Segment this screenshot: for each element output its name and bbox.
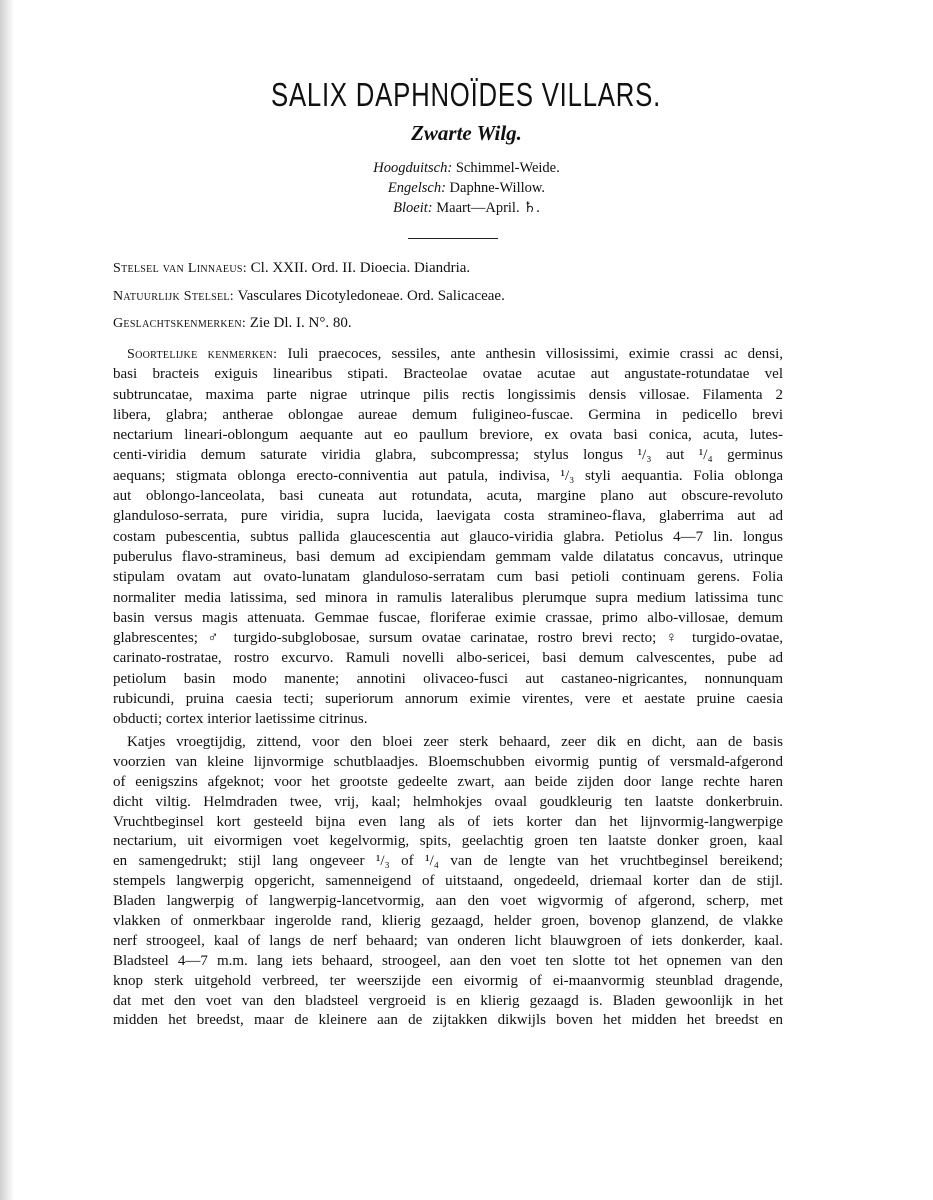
text-line: aequans; stigmata oblonga erecto-conniventia aut patula, indivisa, ¹/₃ styli aequantia. Folia oblonga: [113, 467, 783, 484]
text-line: Bladen langwerpig of langwerpig-lancetvormig, aan den voet wigvormig of afgerond, scherp, met: [113, 893, 783, 910]
text-line: midden het breedst, maar de kleinere aan de zijtakken dikwijls boven het midden het breedst en: [113, 1012, 783, 1029]
text-line: stipulam ovatam aut ovato-lunatam glanduloso-serratam cum basi petioli continuam gerens. Folia: [113, 569, 783, 586]
system-value: Vasculares Dicotyledoneae. Ord. Salicaceae.: [237, 288, 505, 304]
text-line: basin versus magis attenuata. Gemmae fuscae, floriferae eximie crassae, primo albo-villosae, demum: [113, 609, 783, 626]
name-english: [0, 178, 933, 198]
text-line: petiolum basin modo manente; annotini olivaceo-fusci aut castaneo-nigricantes, nonnunquam: [113, 670, 783, 687]
vernacular-names: [0, 158, 933, 218]
text-line: normaliter media latissima, sed minora in ramulis lateralibus plerumque supra medium latissima tunc: [113, 589, 783, 606]
text-line: libera, glabra; antherae oblongae aureae demum fuligineo-fuscae. Germina in pedicello brevi: [113, 406, 783, 423]
name-value: Maart—April. ♄.: [436, 200, 540, 216]
system-linnaeus: [113, 259, 470, 278]
text-line: nectarium, uit eivormigen voet kegelvormig, spits, geelachtig groen ten laatste donker groen, kaal: [113, 833, 783, 850]
text-line: dicht viltig. Helmdraden twee, vrij, kaal; helmhokjes ovaal goudkleurig ten laatste donkerbruin.: [113, 793, 783, 810]
title-text: SALIX DAPHNOÏDES VILLARS.: [271, 76, 662, 113]
text-line: nectarium lineari-oblongum aequante aut eo paullum breviore, ex ovata basi conica, acuta, lutes-: [113, 427, 783, 444]
system-label: Natuurlijk Stelsel:: [113, 289, 234, 304]
name-value: Daphne-Willow.: [449, 180, 546, 196]
text-line: knop sterk uitgehold verbreed, ter weerszijde een eivormig of ei-maanvormig steunblad dragende,: [113, 972, 783, 989]
name-value: Schimmel-Weide.: [455, 160, 560, 176]
text-line: vlakken of onmerkbaar ingerolde rand, klierig gezaagd, helder groen, bovenop glanzend, de vlakke: [113, 913, 783, 930]
text-line: en samengedrukt; stijl lang ongeveer ¹/₃ of ¹/₄ van de lengte van het vruchtbeginsel bereikend;: [113, 853, 783, 870]
text-line: voorzien van kleine lijnvormige schutblaadjes. Bloemschubben eivormig puntig of versmald-afgerond: [113, 753, 783, 770]
text-line: glanduloso-serrata, pure viridia, supra lucida, laevigata costa stramineo-flava, glaberrima aut ad: [113, 508, 783, 525]
system-value: Cl. XXII. Ord. II. Dioecia. Diandria.: [250, 260, 471, 276]
name-label: Bloeit:: [393, 200, 433, 216]
text-line: centi-viridia demum saturate viridia glabra, subcompressa; stylus longus ¹/₃ aut ¹/₄ germinus: [113, 447, 783, 464]
name-german: [0, 158, 933, 178]
text-line: dat met den voet van den bladsteel vergroeid is en klierig gezaagd is. Bladen gewoonlijk in het: [113, 992, 783, 1009]
text-line: aut oblongo-lanceolata, basi cuneata aut rotundata, acuta, margine plano aut obscure-revoluto: [113, 488, 783, 505]
text-line: subtruncatae, maxima parte nigrae utrinque pilis rectis longissimis densis villosae. Filamenta 2: [113, 386, 783, 403]
text-line: obducti; cortex interior laetissime citrinus.: [113, 711, 368, 728]
section-label: Soortelijke kenmerken:: [127, 347, 278, 362]
text-line: Bladsteel 4—7 m.m. lang iets behaard, stroogeel, aan den voet ten slotte tot het opnemen van den: [113, 952, 783, 969]
text-line: costam pubescentia, subtus pallida glaucescentia aut glauco-viridia glabra. Petiolus 4—7 lin. longus: [113, 528, 783, 545]
text-line: rubicundi, pruina caesia tecti; superiorum annorum eximie virentes, vere et aestate pruine caesia: [113, 691, 783, 708]
text-line: Vruchtbeginsel kort gesteeld bijna even lang als of iets korter dan het lijnvormig-langwerpige: [113, 813, 783, 830]
name-label: Engelsch:: [387, 180, 446, 196]
line-text: Iuli praecoces, sessiles, ante anthesin villosissimi, eximie crassi ac densi,: [287, 346, 784, 362]
genus-characters: [113, 314, 352, 333]
text-line: of eenigszins afgeknot; voor het grootste gedeelte zwart, aan beide zijden door lange rechte haren: [113, 773, 783, 790]
text-line: basi bracteis exiguis linearibus stipati. Bracteolae ovatae acutae aut angustate-rotundatae vel: [113, 366, 783, 383]
text-line: glabrescentes; ♂ turgido-subglobosae, sursum ovatae carinatae, rostro brevi recto; ♀ turgido-ovatae,: [113, 630, 783, 647]
text-line: carinato-rostratae, rostro excurvo. Ramuli novelli albo-sericei, basi demum calvescentes, pube ad: [113, 650, 783, 667]
system-natural: [113, 287, 505, 306]
system-value: Zie Dl. I. N°. 80.: [249, 315, 352, 331]
system-label: Geslachtskenmerken:: [113, 316, 247, 331]
latin-description: [113, 344, 783, 730]
page-title: [0, 76, 933, 114]
text-line: Katjes vroegtijdig, zittend, voor den bloei zeer sterk behaard, zeer dik en dicht, aan de basis: [127, 734, 783, 750]
flowering: [0, 198, 933, 218]
text-line: [113, 344, 783, 364]
text-line: puberulus flavo-stramineus, basi demum ad excipiendam gemmam valde dilatatus concavus, utrinque: [113, 548, 783, 565]
name-label: Hoogduitsch:: [373, 160, 453, 176]
text-line: stempels langwerpig opgericht, samenneigend of uitstaand, ongedeeld, driemaal korter dan de stijl.: [113, 873, 783, 890]
text-line: nerf stroogeel, kaal of langs de nerf behaard; van onderen licht blauwgroen of iets donkerder, kaal.: [113, 932, 783, 949]
common-name: Zwarte Wilg.: [411, 121, 522, 145]
dutch-description: [113, 733, 783, 1031]
divider: [408, 238, 498, 239]
system-label: Stelsel van Linnaeus:: [113, 261, 247, 276]
